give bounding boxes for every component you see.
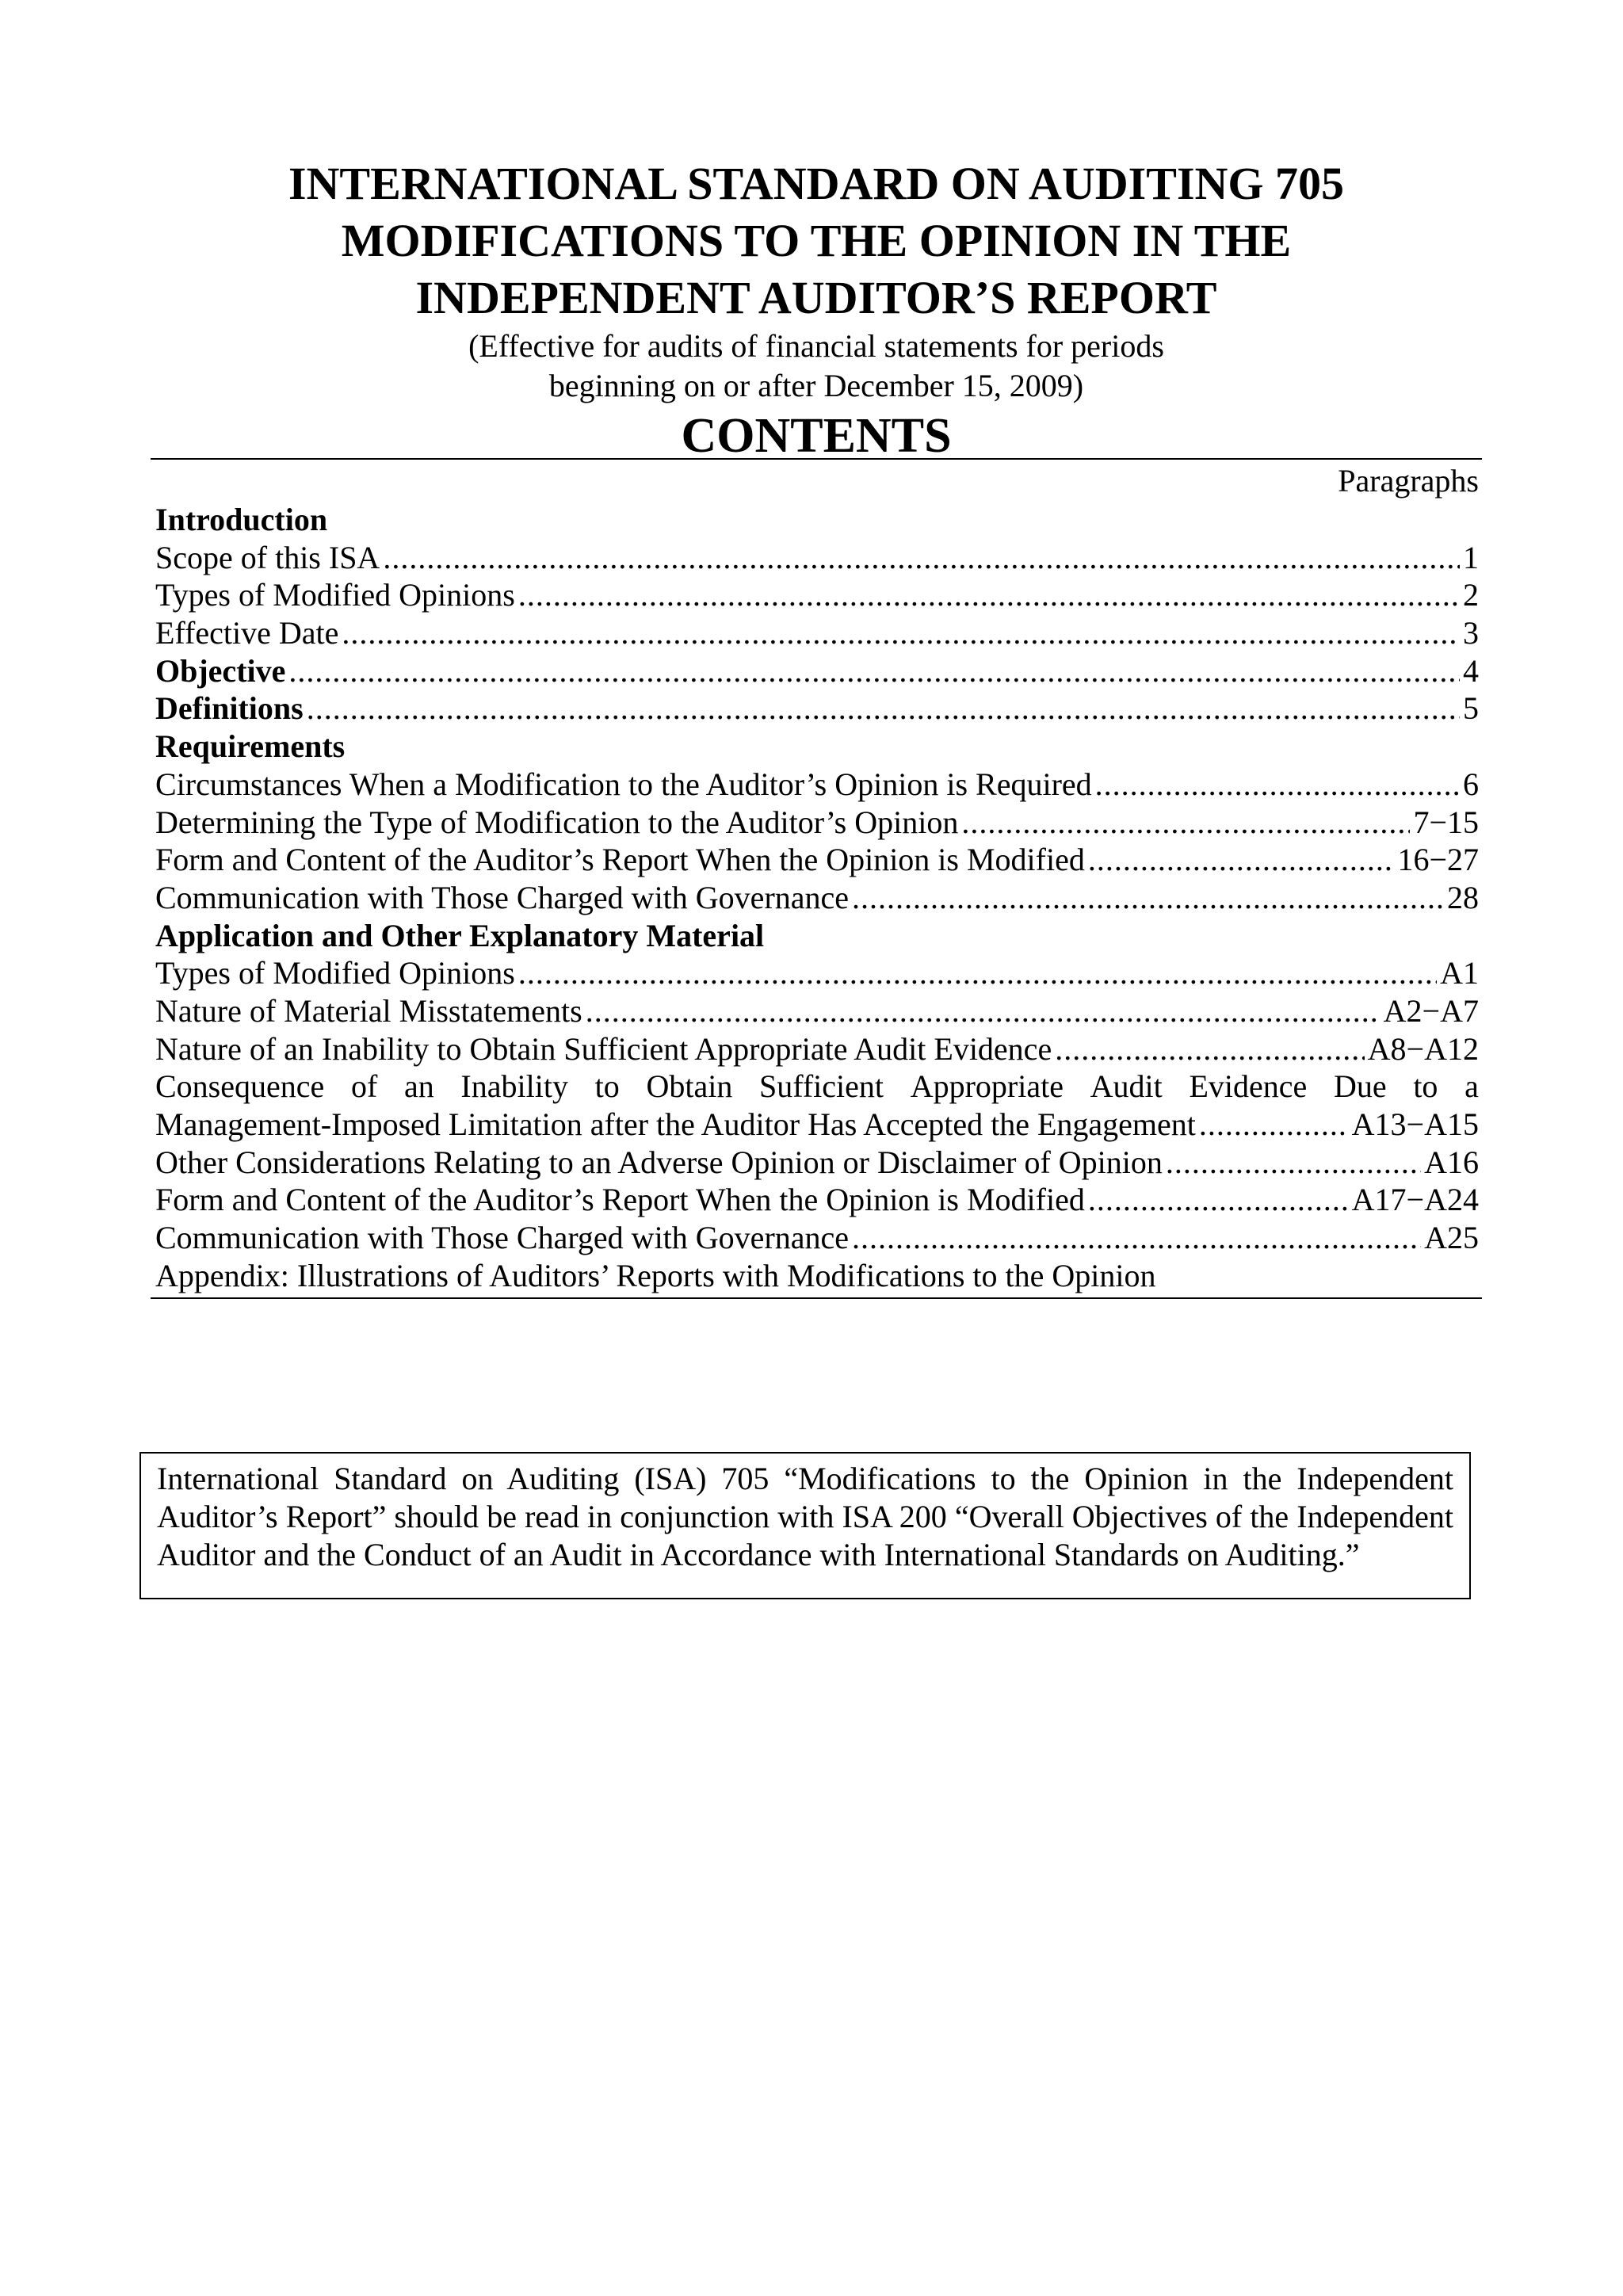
toc-entry [155,614,1479,652]
conjunction-note-box: International Standard on Auditing (ISA) 705 “Modifications to the Opinion in the Independent Auditor’s Report” should be read in conjunction with ISA 200 “Overall Objectives of the Independent Auditor and the Conduct of an Audit in Accordance with International Standards on Auditing.” [139,1452,1471,1599]
toc-entry-word: an [403,1068,434,1105]
toc-entry-paragraph: A16 [1424,1144,1479,1180]
toc-entry [155,1219,1479,1257]
toc-entry-label: Communication with Those Charged with Governance [155,879,850,915]
toc-entry [155,992,1479,1030]
toc-entry-paragraph: 4 [1463,652,1479,689]
contents-bottom-rule [151,1297,1482,1299]
toc-heading-requirements: Requirements [155,728,346,765]
standard-subtitle-line2: INDEPENDENT AUDITOR’S REPORT [415,272,1217,323]
toc-entry-label: Types of Modified Opinions [155,955,515,991]
toc-entry-label: Types of Modified Opinions [155,577,515,613]
dot-leader [852,1219,1421,1257]
toc-entry [155,954,1479,992]
toc-entry-label: Management-Imposed Limitation after the Auditor Has Accepted the Engagement [155,1106,1196,1142]
toc-entry [155,1181,1479,1219]
toc-entry-consequence-line1 [155,1068,1479,1106]
dot-leader [1199,1106,1349,1144]
toc-entry-word: to [594,1068,620,1105]
toc-entry-paragraph: A13−A15 [1351,1106,1479,1142]
toc-entry-label: Scope of this ISA [155,539,380,575]
toc-entry [155,1144,1479,1182]
effective-note-line1: (Effective for audits of financial statements for periods [468,328,1164,364]
dot-leader [518,954,1437,992]
toc-entry [155,576,1479,614]
toc-entry [155,879,1479,917]
toc-entry-word: Due [1333,1068,1387,1105]
toc-entry-label: Nature of Material Misstatements [155,992,582,1029]
toc-entry-paragraph: 1 [1463,539,1479,575]
toc-entry-consequence-line2 [155,1106,1479,1144]
toc-entry-label: Circumstances When a Modification to the Auditor’s Opinion is Required [155,766,1092,802]
standard-title: INTERNATIONAL STANDARD ON AUDITING 705 [288,158,1345,209]
standard-subtitle-line1: MODIFICATIONS TO THE OPINION IN THE [341,215,1292,266]
toc-entry-label: Form and Content of the Auditor’s Report When the Opinion is Modified [155,842,1085,878]
dot-leader [586,992,1381,1030]
title-block [151,155,1482,466]
dot-leader [1088,1181,1349,1219]
toc-entry-paragraph: A8−A12 [1367,1030,1479,1067]
toc-entry-word: a [1465,1068,1479,1105]
toc-entry [155,539,1479,577]
toc-entry-word: Appropriate [910,1068,1064,1105]
toc-entry-label: Communication with Those Charged with Governance [155,1220,850,1256]
toc-entry-word: Obtain [646,1068,733,1105]
toc-entry [155,804,1479,842]
toc-entry-paragraph: A2−A7 [1383,992,1479,1029]
toc-entry-word: Audit [1090,1068,1163,1105]
contents-top-rule [151,458,1482,460]
toc-entry-label: Form and Content of the Auditor’s Report When the Opinion is Modified [155,1182,1085,1218]
dot-leader [1095,766,1460,804]
toc-entry-paragraph: A25 [1424,1220,1479,1256]
toc-entry-label: Nature of an Inability to Obtain Sufficient Appropriate Audit Evidence [155,1030,1052,1067]
toc-entry-paragraph: 7−15 [1413,804,1479,840]
toc-entry-word: to [1413,1068,1438,1105]
toc-heading-introduction: Introduction [155,502,328,537]
toc-entry-definitions [155,690,1479,728]
dot-leader [852,879,1444,917]
dot-leader [518,576,1460,614]
dot-leader [1166,1144,1421,1182]
toc-entry-paragraph: A1 [1440,955,1479,991]
toc-entry [155,766,1479,804]
toc-entry [155,1030,1479,1068]
toc-entry-label: Other Considerations Relating to an Adverse Opinion or Disclaimer of Opinion [155,1144,1163,1180]
dot-leader [1055,1030,1364,1068]
toc-entry-word: Inability [460,1068,568,1105]
toc-entry-paragraph: 3 [1463,615,1479,651]
dot-leader [383,539,1460,577]
toc-entry-word: of [350,1068,378,1105]
toc-entry-paragraph: 16−27 [1397,842,1479,878]
toc-entry-label: Determining the Type of Modification to the Auditor’s Opinion [155,804,959,840]
toc-heading-application: Application and Other Explanatory Material [155,917,765,953]
dot-leader [342,614,1460,652]
toc-entry-appendix: Appendix: Illustrations of Auditors’ Reports with Modifications to the Opinion [155,1257,1156,1293]
dot-leader [288,652,1460,690]
contents-heading: CONTENTS [681,409,952,463]
toc-entry-paragraph: A17−A24 [1351,1182,1479,1218]
toc-entry-label: Effective Date [155,615,339,651]
toc-entry-word: Evidence [1189,1068,1308,1105]
toc-entry-word: Sufficient [759,1068,884,1105]
toc-entry-objective [155,652,1479,690]
toc-entry-paragraph: 28 [1447,879,1479,915]
dot-leader [961,804,1410,842]
toc-entry-label: Definitions [155,690,304,727]
dot-leader [307,690,1460,728]
toc-entry-paragraph: 5 [1463,690,1479,727]
toc-entry-paragraph: 2 [1463,577,1479,613]
paragraphs-column-label: Paragraphs [1338,463,1479,499]
table-of-contents [155,461,1479,1294]
toc-entry-word: Consequence [155,1068,325,1105]
toc-entry-label: Objective [155,652,286,689]
effective-note-line2: beginning on or after December 15, 2009) [548,368,1084,403]
toc-entry-paragraph: 6 [1463,766,1479,802]
dot-leader [1088,841,1395,879]
toc-entry [155,841,1479,879]
